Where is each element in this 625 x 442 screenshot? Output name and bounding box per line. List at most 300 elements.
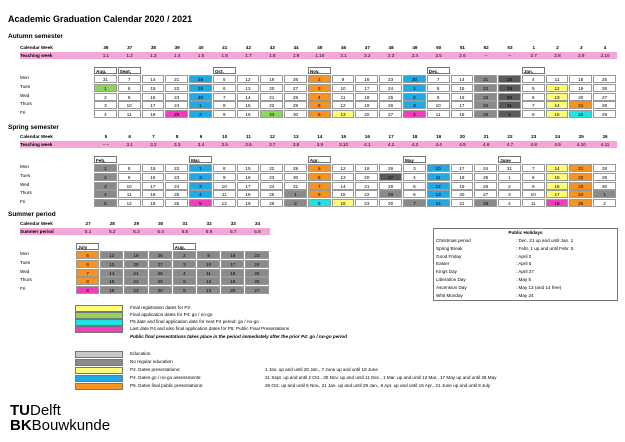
week-cell: 1.6 — [221, 53, 228, 58]
day-cell: 20 — [355, 110, 378, 118]
day-label: Fri — [20, 199, 26, 205]
week-cell: 3 — [579, 45, 583, 50]
day-cell: 26 — [165, 199, 188, 207]
week-cell: 4.3 — [411, 142, 419, 147]
day-cell: 3 — [94, 182, 117, 190]
day-cell: 28 — [498, 75, 521, 83]
day-cell: 12 — [197, 277, 220, 285]
week-cell: 27 — [85, 221, 91, 226]
month-label: Sept. — [118, 67, 141, 74]
holiday-row — [436, 261, 532, 267]
week-cell: 5.6 — [205, 229, 213, 234]
week-cell: 3.5 — [221, 142, 228, 147]
day-cell: 4 — [94, 110, 117, 118]
holiday-row — [436, 284, 562, 290]
day-cell: 13 — [546, 93, 569, 101]
day-cell: 21 — [124, 269, 147, 277]
day-cell: 31 — [498, 101, 521, 109]
month-label: Nov. — [308, 67, 331, 74]
holiday-date: : Dec. 21 up and until Jan. 1 — [516, 238, 574, 243]
week-cell: 34 — [254, 221, 261, 226]
day-cell: 26 — [474, 182, 497, 190]
day-cell: 1 — [284, 190, 307, 198]
week-cell: 4.9 — [554, 142, 561, 147]
day-cell: 23 — [260, 173, 283, 181]
day-label: Wed — [20, 92, 30, 98]
day-cell: 25 — [379, 93, 402, 101]
day-cell: 26 — [379, 101, 402, 109]
day-cell: 4 — [308, 93, 331, 101]
day-cell: 12 — [427, 182, 450, 190]
day-cell: 24 — [474, 164, 497, 172]
week-cell: 40 — [198, 45, 204, 50]
legend-text: P5 date and final application date for next P4 period: go / no-go — [130, 319, 259, 324]
autumn-grid — [20, 67, 617, 119]
legend-dates: 1 Jan. up and until 20 Jan., 7 June up and until 18 June — [265, 367, 378, 372]
day-cell: 26 — [593, 84, 616, 92]
day-cell: 10 — [118, 182, 141, 190]
week-cell: 37 — [127, 45, 133, 50]
day-label: Wed — [20, 181, 30, 187]
holiday-name: Whit Monday — [436, 292, 463, 298]
day-cell: 16 — [100, 286, 123, 294]
day-cell: 2 — [173, 251, 196, 259]
legend-swatch — [75, 326, 123, 333]
day-cell: 11 — [522, 199, 545, 207]
day-cell: 16 — [451, 93, 474, 101]
day-cell: 4 — [522, 75, 545, 83]
day-cell: 5 — [76, 251, 99, 259]
day-cell: 15 — [142, 164, 165, 172]
day-cell: 6 — [76, 260, 99, 268]
week-cell: 26 — [602, 134, 608, 139]
day-cell: 24 — [260, 182, 283, 190]
day-cell: 14 — [100, 269, 123, 277]
week-cell: 1.4 — [173, 53, 181, 58]
day-cell: 26 — [379, 164, 402, 172]
legend-swatch — [75, 367, 123, 374]
week-cell: 1.2 — [126, 53, 133, 58]
holidays-title: Public Holidays — [508, 230, 543, 235]
week-cell: 10 — [222, 134, 228, 139]
day-cell: 11 — [546, 75, 569, 83]
week-cell: 5.7 — [230, 229, 237, 234]
day-cell: 16 — [546, 182, 569, 190]
week-cell: 19 — [436, 134, 442, 139]
holiday-name: Liberation Day — [436, 277, 466, 282]
day-cell: 8 — [118, 84, 141, 92]
day-cell: 2 — [94, 93, 117, 101]
day-cell: 18 — [451, 110, 474, 118]
day-cell: 27 — [245, 286, 268, 294]
page-title: Academic Graduation Calendar 2020 / 2021 — [8, 14, 193, 24]
day-cell: 8 — [308, 190, 331, 198]
day-cell: 20 — [569, 93, 592, 101]
day-cell: 2 — [189, 173, 212, 181]
day-cell: 8 — [213, 164, 236, 172]
day-cell: 30 — [498, 93, 521, 101]
day-cell: 8 — [427, 84, 450, 92]
day-cell: 3 — [189, 182, 212, 190]
day-cell: 7 — [403, 199, 426, 207]
public-holidays-box — [433, 228, 618, 301]
week-cell: 1.1 — [102, 53, 110, 58]
week-cell: 1.5 — [197, 53, 205, 58]
week-cell: 5.1 — [84, 229, 92, 234]
legend — [75, 300, 615, 402]
holiday-row — [436, 253, 532, 259]
day-cell: 5 — [403, 182, 426, 190]
week-cell: 2 — [556, 45, 559, 50]
day-label: Mon — [20, 75, 29, 80]
day-cell: 5 — [213, 75, 236, 83]
week-cell: 2.3 — [387, 53, 395, 58]
day-cell: 29 — [284, 164, 307, 172]
month-label: July — [76, 243, 99, 250]
week-cell: 15 — [341, 134, 347, 139]
legend-swatch — [75, 375, 123, 382]
day-cell: 2 — [284, 199, 307, 207]
week-cell: 5.3 — [133, 229, 140, 234]
week-cell: 45 — [317, 45, 323, 50]
week-cell: 3.1 — [126, 142, 133, 147]
day-cell: 17 — [237, 182, 260, 190]
day-cell: 1 — [498, 173, 521, 181]
day-cell: 13 — [332, 110, 355, 118]
day-cell: 28 — [284, 93, 307, 101]
day-cell: 2 — [498, 182, 521, 190]
holiday-row — [436, 269, 534, 275]
day-cell: 2 — [94, 173, 117, 181]
day-cell: 25 — [260, 190, 283, 198]
month-label: Feb. — [94, 156, 117, 163]
week-cell: 12 — [269, 134, 275, 139]
day-cell: 14 — [142, 75, 165, 83]
week-cell: 32 — [206, 221, 212, 226]
day-cell: 29 — [593, 110, 616, 118]
day-cell: 15 — [546, 173, 569, 181]
day-cell: 19 — [142, 199, 165, 207]
day-cell: 7 — [522, 164, 545, 172]
day-cell: 10 — [427, 164, 450, 172]
week-cell: 14 — [317, 134, 323, 139]
day-cell: 24 — [474, 101, 497, 109]
week-cell: 3.6 — [245, 142, 252, 147]
day-label: Wed — [20, 268, 30, 274]
day-cell: 16 — [332, 199, 355, 207]
day-cell: 8 — [522, 110, 545, 118]
day-cell: 10 — [197, 260, 220, 268]
week-cell: 17 — [388, 134, 394, 139]
day-cell: 15 — [237, 101, 260, 109]
day-cell: 22 — [260, 101, 283, 109]
day-cell: 9 — [427, 93, 450, 101]
week-cell: 36 — [103, 45, 109, 50]
day-cell: 27 — [379, 110, 402, 118]
autumn-week-row — [20, 44, 617, 51]
holiday-date: : Febr. 1 up and until Febr. 5 — [516, 245, 574, 251]
day-cell: 5 — [173, 277, 196, 285]
day-cell: 6 — [403, 190, 426, 198]
day-cell: 27 — [379, 173, 402, 181]
day-cell: 20 — [451, 190, 474, 198]
day-cell: 15 — [142, 84, 165, 92]
week-cell: 5.2 — [109, 229, 116, 234]
legend-text: No regular education — [130, 359, 173, 364]
summer-grid — [20, 243, 280, 295]
day-cell: 5 — [94, 199, 117, 207]
day-cell: 31 — [284, 182, 307, 190]
day-label: Fri — [20, 110, 26, 116]
day-cell: 10 — [332, 84, 355, 92]
week-cell: 30 — [158, 221, 164, 226]
day-cell: 3 — [498, 190, 521, 198]
day-cell: 19 — [124, 251, 147, 259]
day-cell: 8 — [76, 277, 99, 285]
week-cell: 2.1 — [340, 53, 347, 58]
day-cell: 22 — [474, 84, 497, 92]
day-cell: 4 — [403, 173, 426, 181]
day-cell: 16 — [355, 75, 378, 83]
day-cell: 27 — [149, 260, 172, 268]
week-cell: 18 — [412, 134, 418, 139]
holiday-row — [436, 238, 574, 243]
day-cell: 6 — [213, 84, 236, 92]
spring-week-row — [20, 133, 617, 140]
day-cell: 17 — [221, 260, 244, 268]
legend-dates: 21 Sept. up and until 2 Oct., 30 Nov. up and until 11 Dec., 1 Mar. up and until 12 Mar., 17 May up and until 28 May — [265, 375, 497, 380]
day-cell: 5 — [189, 199, 212, 207]
day-cell: 12 — [100, 251, 123, 259]
day-cell: 14 — [451, 75, 474, 83]
day-cell: 22 — [165, 164, 188, 172]
holiday-date: : April 27 — [516, 269, 534, 275]
summer-week-row — [20, 220, 270, 227]
day-cell: 11 — [332, 93, 355, 101]
day-cell: 18 — [569, 75, 592, 83]
day-cell: 19 — [260, 75, 283, 83]
day-cell: 7 — [213, 93, 236, 101]
day-cell: 22 — [355, 190, 378, 198]
day-cell: 14 — [546, 164, 569, 172]
day-label: Fri — [20, 286, 26, 292]
day-cell: 11 — [197, 269, 220, 277]
day-cell: 18 — [221, 269, 244, 277]
week-cell: 4.11 — [600, 142, 610, 147]
day-cell: 3 — [403, 164, 426, 172]
legend-text: Final registration dates for P2 — [130, 305, 191, 310]
day-cell: 26 — [149, 251, 172, 259]
day-cell: 16 — [237, 110, 260, 118]
legend-text: Public final presentations takes place in the period immediately after the prior P4: go / no-go period — [130, 334, 347, 339]
day-cell: 18 — [237, 190, 260, 198]
week-cell: 44 — [293, 45, 299, 50]
week-cell: – – — [102, 142, 110, 147]
day-cell: 25 — [245, 269, 268, 277]
day-cell: 10 — [522, 190, 545, 198]
day-cell: 30 — [149, 286, 172, 294]
day-cell: 11 — [427, 110, 450, 118]
day-cell: 12 — [118, 199, 141, 207]
legend-text: Education — [130, 351, 151, 356]
day-cell: 25 — [474, 110, 497, 118]
week-cell: 2.10 — [600, 53, 610, 58]
day-cell: 24 — [245, 260, 268, 268]
week-cell: 50 — [436, 45, 442, 50]
day-cell: 15 — [546, 110, 569, 118]
day-cell: 12 — [332, 164, 355, 172]
day-cell: 7 — [522, 101, 545, 109]
week-cell: 2.8 — [554, 53, 561, 58]
day-label: Tues — [20, 259, 31, 265]
week-cell: 2.5 — [435, 53, 442, 58]
day-cell: 23 — [165, 93, 188, 101]
day-cell: 26 — [245, 277, 268, 285]
day-cell: 9 — [332, 75, 355, 83]
day-cell: 5 — [308, 164, 331, 172]
day-cell: 13 — [427, 190, 450, 198]
day-cell: 17 — [546, 190, 569, 198]
summer-teaching-row — [20, 228, 270, 235]
holiday-date: : May 13 (and 14 free) — [516, 284, 562, 290]
autumn-teaching-row — [20, 52, 617, 59]
day-cell: 6 — [308, 173, 331, 181]
week-cell: 29 — [133, 221, 140, 226]
day-cell: 5 — [308, 101, 331, 109]
day-cell: 19 — [451, 182, 474, 190]
day-cell: 19 — [355, 101, 378, 109]
legend-swatch — [75, 351, 123, 358]
week-cell: 23 — [531, 134, 537, 139]
legend-swatch — [75, 319, 123, 326]
day-cell: 23 — [355, 199, 378, 207]
day-cell: 14 — [427, 199, 450, 207]
day-cell: 3 — [173, 260, 196, 268]
day-cell: 29 — [149, 277, 172, 285]
day-cell: 7 — [76, 269, 99, 277]
day-cell: 30 — [593, 182, 616, 190]
day-cell: 31 — [94, 75, 117, 83]
week-cell: 52 — [483, 45, 489, 50]
holiday-name: Christmas period — [436, 238, 471, 243]
day-cell: 28 — [593, 164, 616, 172]
day-cell: 23 — [165, 173, 188, 181]
day-cell: 12 — [332, 101, 355, 109]
day-cell: 14 — [237, 93, 260, 101]
day-cell: 7 — [308, 182, 331, 190]
day-cell: 15 — [100, 277, 123, 285]
day-cell: 11 — [427, 173, 450, 181]
day-cell: 13 — [197, 286, 220, 294]
day-cell: 30 — [284, 110, 307, 118]
legend-dates: 26 Oct. up and until 6 Nov., 21 Jan. up and until 29 Jan., 6 Apr. up and until 16 Apr., 21 June up and until 9 July — [265, 383, 491, 388]
week-cell: 48 — [388, 45, 394, 50]
day-cell: 22 — [124, 277, 147, 285]
day-cell: 23 — [245, 251, 268, 259]
week-cell: 9 — [199, 134, 203, 139]
week-cell: 8 — [175, 134, 179, 139]
week-cell: 49 — [412, 45, 418, 50]
week-cell: 4.1 — [364, 142, 371, 147]
week-cell: 1.7 — [245, 53, 252, 58]
day-cell: 4 — [498, 199, 521, 207]
week-cell: 2.9 — [578, 53, 585, 58]
week-cell: 2.7 — [530, 53, 537, 58]
day-cell: 27 — [474, 190, 497, 198]
day-cell: 3 — [94, 101, 117, 109]
day-cell: 20 — [355, 173, 378, 181]
week-cell: 43 — [269, 45, 275, 50]
day-cell: 16 — [142, 93, 165, 101]
day-cell: 26 — [260, 199, 283, 207]
day-cell: 17 — [142, 182, 165, 190]
day-cell: 5 — [522, 84, 545, 92]
day-cell: 1 — [189, 164, 212, 172]
week-cell: 13 — [293, 134, 299, 139]
holiday-name: Easter — [436, 261, 450, 267]
day-cell: 15 — [332, 190, 355, 198]
day-cell: 29 — [284, 101, 307, 109]
day-cell: 24 — [379, 84, 402, 92]
week-cell: 33 — [230, 221, 236, 226]
holiday-name: Spring Break — [436, 245, 463, 251]
week-cell: 47 — [364, 45, 370, 50]
day-cell: 28 — [474, 199, 497, 207]
day-cell: 6 — [522, 93, 545, 101]
day-cell: 29 — [379, 190, 402, 198]
week-cell: 3.9 — [316, 142, 323, 147]
week-cell: 4.7 — [506, 142, 514, 147]
day-cell: 23 — [124, 286, 147, 294]
week-cell: 5.5 — [181, 229, 189, 234]
month-label: May — [403, 156, 426, 163]
week-cell: 39 — [174, 45, 180, 50]
day-cell: 21 — [569, 164, 592, 172]
week-cell: 4.10 — [576, 142, 586, 147]
day-cell: 25 — [569, 199, 592, 207]
day-cell: 12 — [213, 199, 236, 207]
day-cell: 22 — [165, 84, 188, 92]
day-cell: 9 — [76, 286, 99, 294]
week-cell: 46 — [341, 45, 347, 50]
day-cell: 11 — [213, 190, 236, 198]
legend-swatch — [75, 383, 123, 390]
day-label: Thurs — [20, 277, 32, 283]
day-cell: 9 — [197, 251, 220, 259]
day-cell: 30 — [403, 75, 426, 83]
day-cell: 15 — [237, 164, 260, 172]
week-cell: 42 — [245, 45, 252, 50]
week-cell: 7 — [152, 134, 155, 139]
day-cell: 25 — [593, 75, 616, 83]
month-label: Oct. — [213, 67, 236, 74]
day-cell: 11 — [118, 110, 141, 118]
day-cell: 26 — [284, 75, 307, 83]
day-cell: 23 — [569, 182, 592, 190]
spring-grid — [20, 156, 617, 208]
day-cell: 13 — [332, 173, 355, 181]
week-cell: 4 — [603, 45, 607, 50]
day-cell: 21 — [451, 199, 474, 207]
day-cell: 18 — [142, 110, 165, 118]
day-cell: 24 — [165, 101, 188, 109]
day-cell: 4 — [189, 190, 212, 198]
day-cell: 1 — [189, 101, 212, 109]
week-cell: 5.8 — [254, 229, 261, 234]
day-cell: 1 — [593, 190, 616, 198]
day-cell: 15 — [451, 84, 474, 92]
day-cell: 3 — [403, 101, 426, 109]
